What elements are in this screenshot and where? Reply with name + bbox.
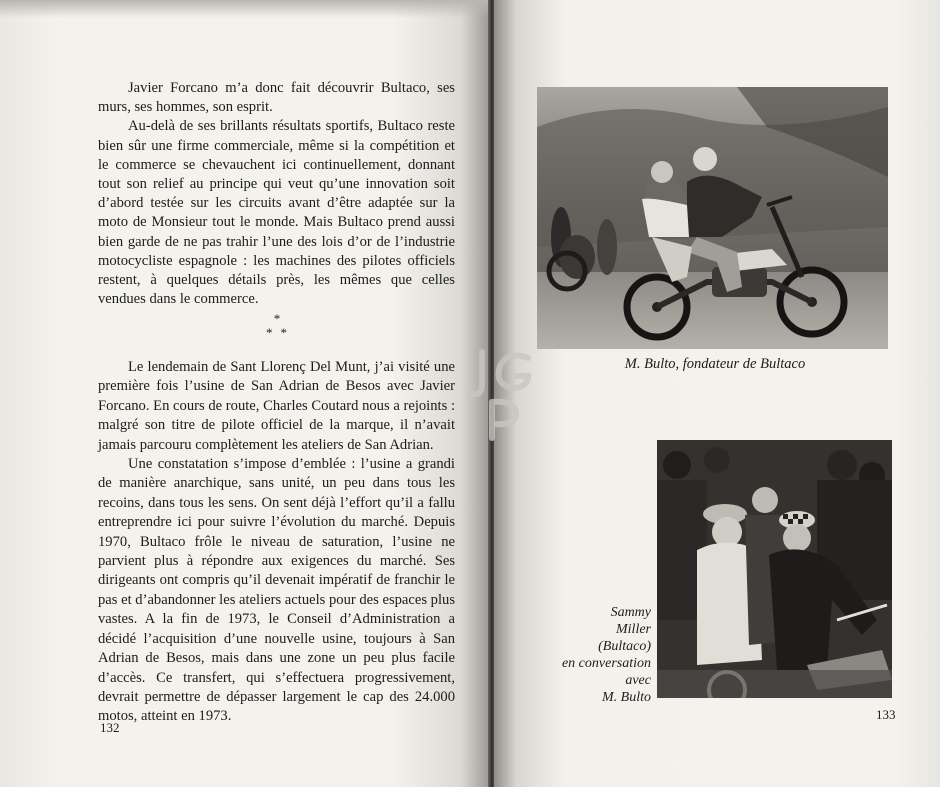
paragraph: Le lendemain de Sant Llorenç Del Munt, j’ai visité une première fois l’usine de San Adrian de Besos avec Javier Forcano. En cours de route, Charles Coutard nous a rejoints : malgré son titre de pilote officiel de la marque, il n’avait jamais parcouru complètement les ateliers de San Adrian. <box>98 359 455 453</box>
motorcycle-photo <box>537 87 888 349</box>
paragraph: Javier Forcano m’a donc fait découvrir Bultaco, ses murs, ses hommes, son esprit. <box>98 80 455 116</box>
conversation-photo-illustration <box>657 440 892 698</box>
page-shadow <box>0 0 490 18</box>
motorcycle-photo-illustration <box>537 87 888 349</box>
text-block-bottom <box>98 358 455 727</box>
photo-caption: M. Bulto, fondateur de Bultaco <box>624 356 806 372</box>
page-number-right: 133 <box>876 707 896 722</box>
caption-line: avec <box>625 673 651 688</box>
watermark-stamp <box>468 344 546 444</box>
section-asterism <box>262 311 295 340</box>
caption-line: Sammy <box>610 605 651 620</box>
caption-line: en conversation <box>561 656 651 671</box>
caption-line: (Bultaco) <box>598 639 651 654</box>
caption-line: Miller <box>616 622 651 637</box>
paragraph: Au-delà de ses brillants résultats sportifs, Bultaco reste bien sûr une firme commerciale, même si la compétition et le commerce se chevauchent ici continuellement, donnant tout son relief au principe qui veut qu’une innovation soit d’abord testée sur les circuits avant d’être adaptée sur la moto de Monsieur tout le monde. Mais Bultaco prend aussi bien garde de ne pas trahir l’une des lois d’or de l’industrie motocycliste espagnole : les machines des pilotes officiels restent, à quelques détails près, les mêmes que celles vendues dans le commerce. <box>98 118 455 308</box>
caption-line: M. Bulto <box>602 690 651 705</box>
watermark-logo <box>468 344 546 444</box>
conversation-photo <box>657 440 892 698</box>
page-number-left: 132 <box>100 720 120 735</box>
photo-caption-multiline <box>540 604 651 706</box>
paragraph: Une constatation s’impose d’emblée : l’usine a grandi de manière anarchique, sans unité, un peu dans tous les recoins, dans tous les sens. On sent déjà l’effort qu’il a fallu entreprendre ici pour suivre l’évolution du marché. Depuis 1970, Bultaco frôle le niveau de saturation, l’usine ne parvient plus à répondre aux exigences du marché. Ses dirigeants ont compris qu’il devenait impératif de franchir le pas et d’abandonner les ateliers actuels pour des espaces plus vastes. A la fin de 1973, le Conseil d’Administration a décidé l’acquisition d’une nouvelle usine, toujours à San Adrian de Besos, mais dans une zone un peu plus facile d’accès. Ce transfert, qui s’effectuera progressivement, devrait permettre de dépasser largement le cap des 24.000 motos, atteint en 1973. <box>98 456 456 725</box>
text-block-top <box>98 79 455 309</box>
asterism-row: * <box>273 311 281 326</box>
asterism-row: ** <box>266 325 295 340</box>
